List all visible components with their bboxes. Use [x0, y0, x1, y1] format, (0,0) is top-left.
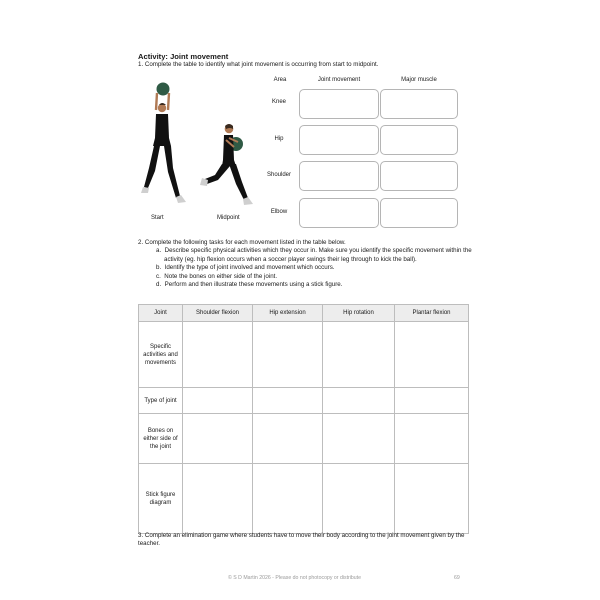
answer-cell[interactable]: [323, 414, 395, 464]
area-header: Area: [273, 77, 287, 83]
copyright-footer: © S D Martin 2026 - Please do not photocopy or distribute: [228, 575, 362, 581]
col-shoulder-flexion-header: Shoulder flexion: [183, 305, 253, 322]
hip-joint-movement-box[interactable]: [299, 125, 379, 155]
answer-cell[interactable]: [253, 388, 323, 414]
task-c-text: Note the bones on either side of the joint.: [164, 272, 278, 280]
area-hip: Hip: [274, 136, 284, 142]
page-number: 69: [454, 575, 460, 581]
task-d: [150, 281, 473, 289]
area-knee: Knee: [271, 99, 286, 105]
answer-cell[interactable]: [183, 464, 253, 534]
joint-movement-header: Joint movement: [317, 77, 361, 83]
area-shoulder: Shoulder: [266, 172, 292, 178]
question-2: [138, 239, 473, 289]
task-d-marker: d.: [156, 281, 162, 289]
answer-cell[interactable]: [395, 388, 469, 414]
major-muscle-header: Major muscle: [401, 77, 437, 83]
answer-cell[interactable]: [183, 388, 253, 414]
hip-major-muscle-box[interactable]: [380, 125, 458, 155]
question-1: 1. Complete the table to identify what joint movement is occurring from start to midpoint.: [138, 61, 379, 68]
start-label: Start: [151, 215, 164, 221]
task-c-marker: c.: [156, 272, 161, 280]
answer-cell[interactable]: [323, 322, 395, 388]
col-joint-header: Joint: [139, 305, 183, 322]
task-a-text: Describe specific physical activities which they occur in. Make sure you identify the specific movement within the activity (eg. hip flexion occurs when a soccer player swings their leg through to kick the ball).: [164, 247, 472, 263]
elbow-joint-movement-box[interactable]: [299, 198, 379, 228]
shoulder-major-muscle-box[interactable]: [380, 161, 458, 191]
table-row: [139, 414, 469, 464]
answer-cell[interactable]: [253, 464, 323, 534]
answer-cell[interactable]: [253, 414, 323, 464]
table-row: [139, 464, 469, 534]
answer-cell[interactable]: [253, 322, 323, 388]
task-b-marker: b.: [156, 264, 162, 272]
knee-joint-movement-box[interactable]: [299, 89, 379, 119]
task-b-text: Identify the type of joint involved and movement which occurs.: [164, 264, 335, 272]
answer-cell[interactable]: [323, 464, 395, 534]
task-b: [150, 264, 473, 272]
task-c: [150, 273, 473, 281]
answer-cell[interactable]: [183, 414, 253, 464]
activity-title: Activity: Joint movement: [138, 52, 229, 61]
joint-movement-table: [138, 304, 469, 534]
knee-major-muscle-box[interactable]: [380, 89, 458, 119]
answer-cell[interactable]: [395, 464, 469, 534]
task-a: [150, 247, 473, 264]
row-label-stick-figure: Stick figure diagram: [139, 464, 183, 534]
answer-cell[interactable]: [183, 322, 253, 388]
answer-cell[interactable]: [395, 322, 469, 388]
table-row: [139, 388, 469, 414]
col-plantar-flexion-header: Plantar flexion: [395, 305, 469, 322]
row-label-specific-activities: Specific activities and movements: [139, 322, 183, 388]
start-position-photo: [138, 80, 198, 212]
row-label-type-of-joint: Type of joint: [139, 388, 183, 414]
question-2-intro: 2. Complete the following tasks for each movement listed in the table below.: [138, 239, 346, 246]
area-elbow: Elbow: [270, 209, 288, 215]
col-hip-rotation-header: Hip rotation: [323, 305, 395, 322]
midpoint-position-photo: [198, 120, 256, 212]
task-d-text: Perform and then illustrate these movements using a stick figure.: [164, 281, 343, 289]
table-row: [139, 322, 469, 388]
midpoint-label: Midpoint: [217, 215, 240, 221]
row-label-bones: Bones on either side of the joint: [139, 414, 183, 464]
col-hip-extension-header: Hip extension: [253, 305, 323, 322]
answer-cell[interactable]: [323, 388, 395, 414]
task-a-marker: a.: [156, 247, 162, 255]
shoulder-joint-movement-box[interactable]: [299, 161, 379, 191]
answer-cell[interactable]: [395, 414, 469, 464]
question-3: 3. Complete an elimination game where students have to move their body according to the joint movement given by the teacher.: [138, 532, 465, 548]
elbow-major-muscle-box[interactable]: [380, 198, 458, 228]
